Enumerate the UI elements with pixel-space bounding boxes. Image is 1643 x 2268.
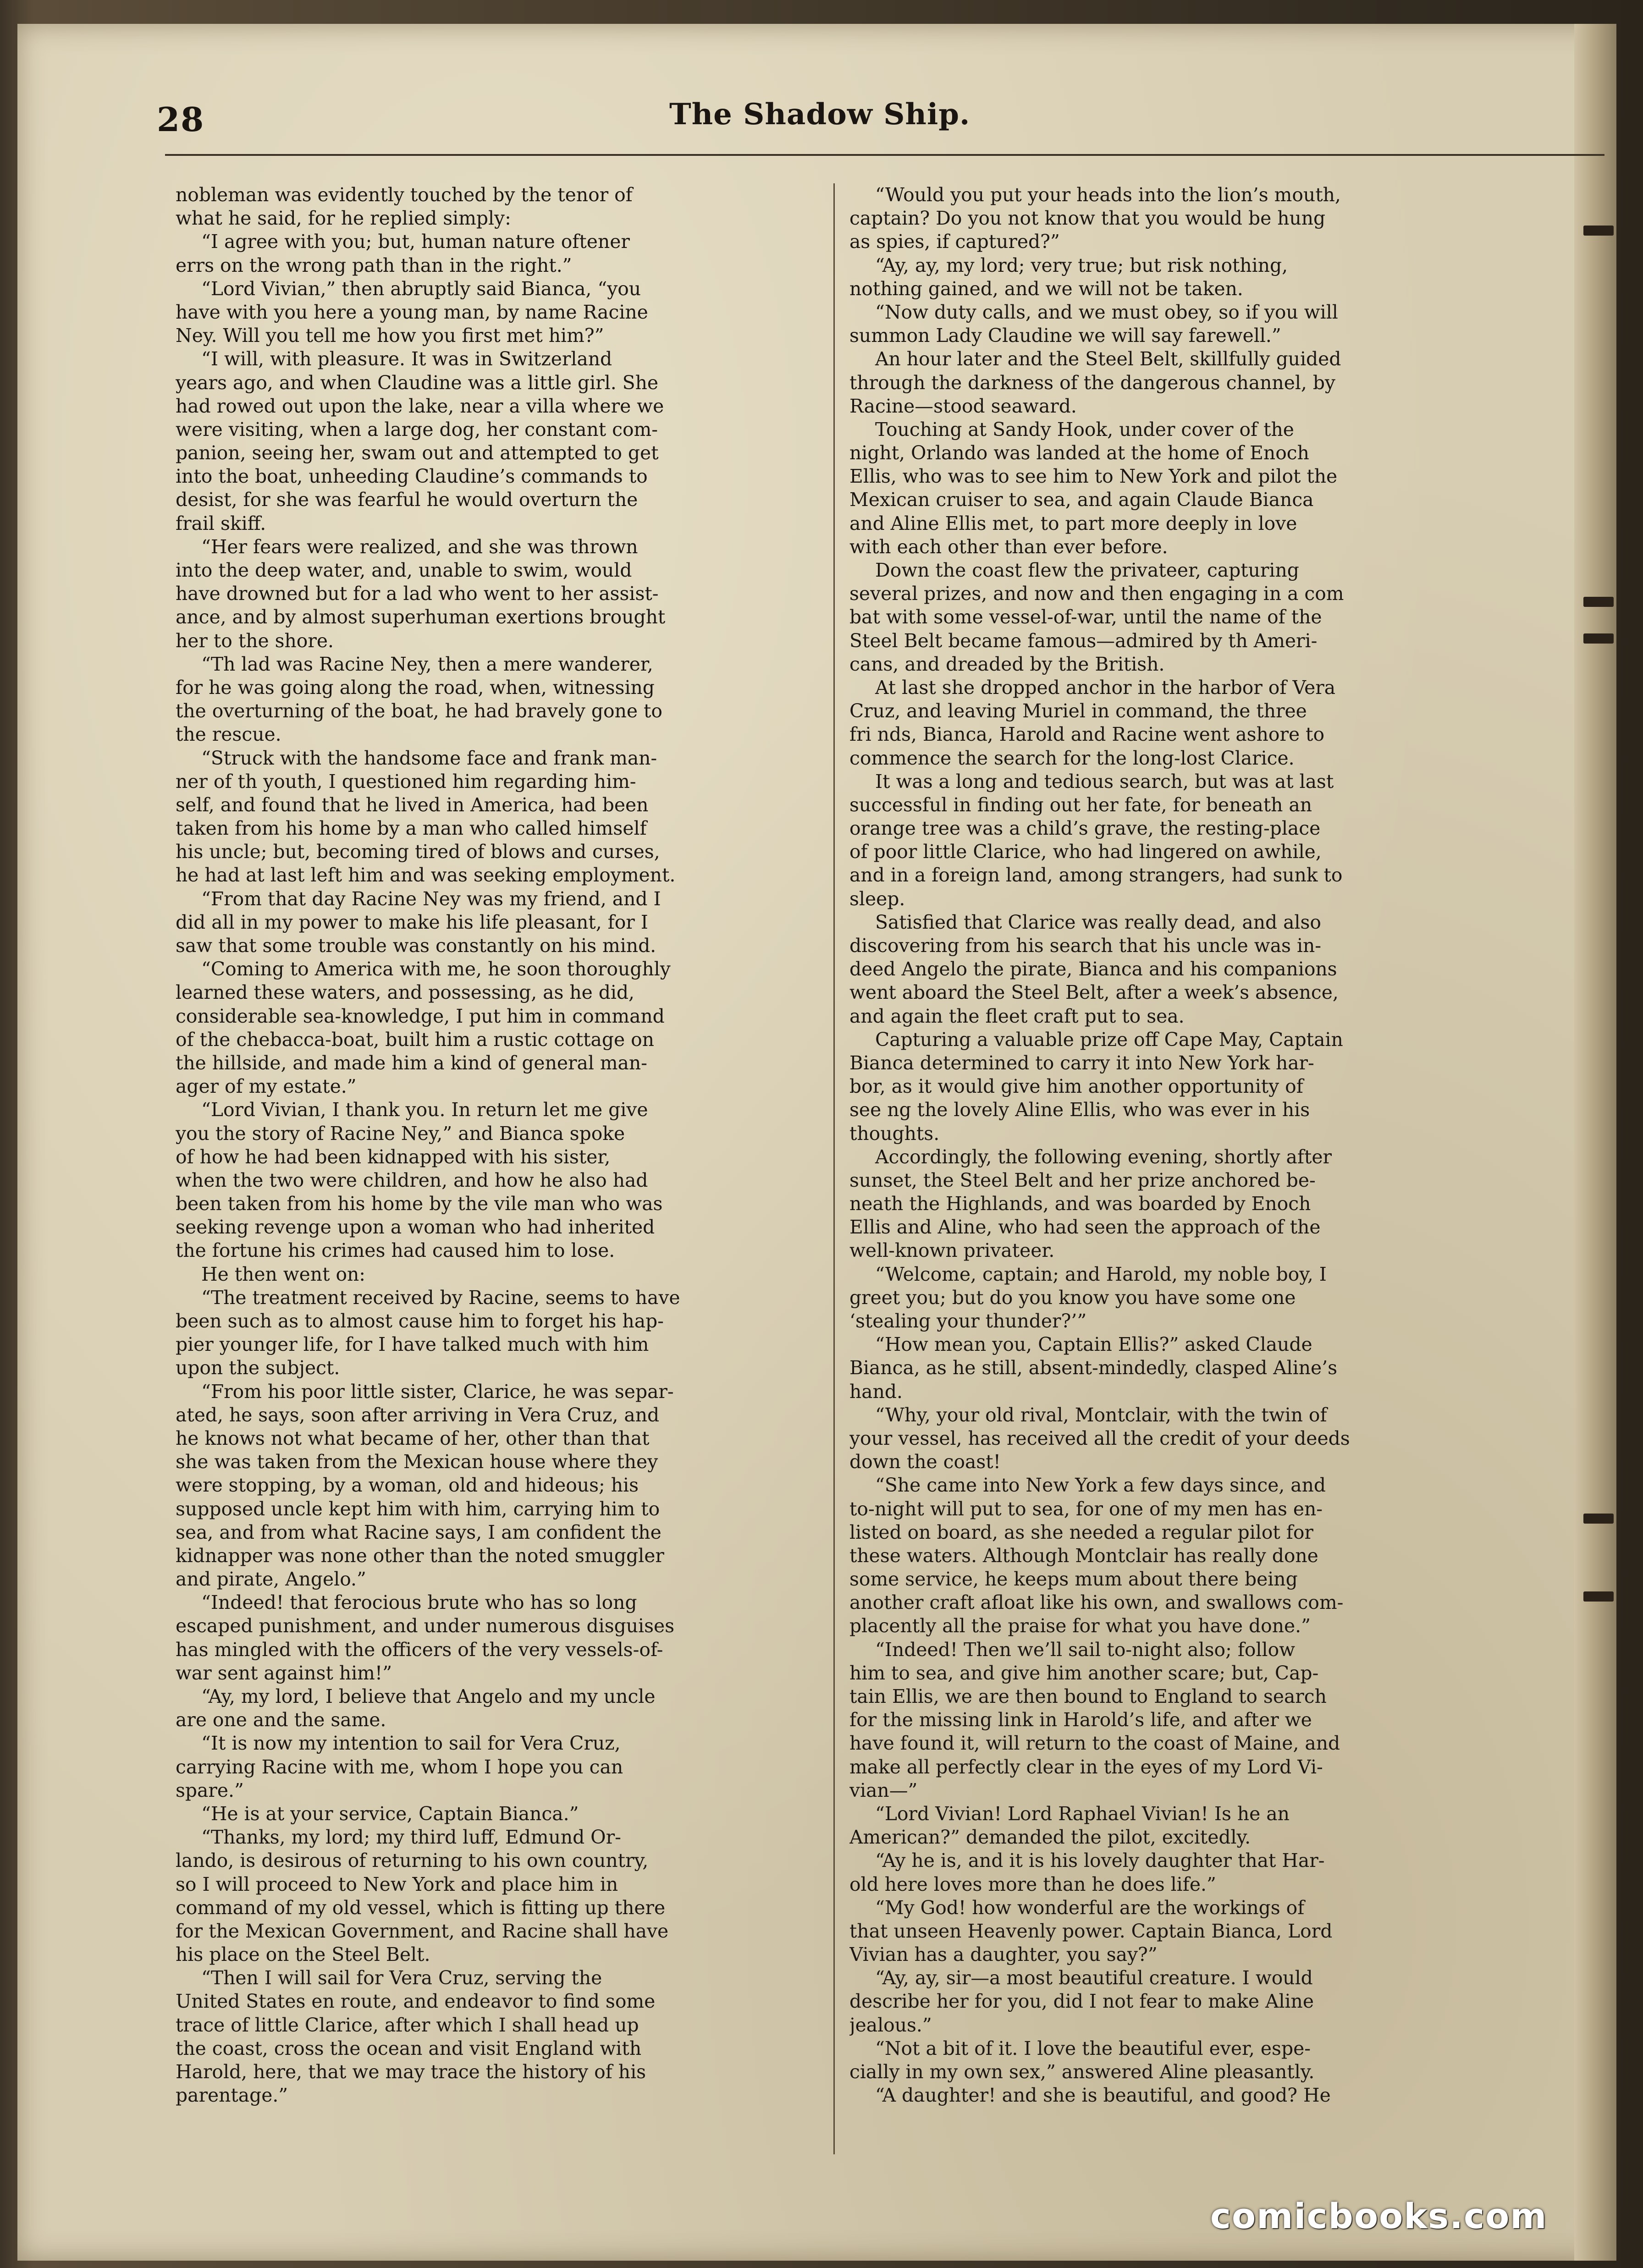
text-line: “From his poor little sister, Clarice, he was separ- [201,1380,674,1403]
text-line: your vessel, has received all the credit of your deeds [849,1427,1350,1449]
text-line: sea, and from what Racine says, I am confident the [176,1521,662,1543]
text-line: “Coming to America with me, he soon thoroughly [201,958,671,980]
text-line: pier younger life, for I have talked much with him [176,1333,649,1356]
text-line: “Ay, ay, my lord; very true; but risk nothing, [875,254,1288,276]
text-line: “Lord Vivian! Lord Raphael Vivian! Is he an [875,1802,1290,1825]
text-line: “Not a bit of it. I love the beautiful ever, espe- [875,2037,1311,2059]
text-line: have with you here a young man, by name Racine [176,301,648,323]
text-line: ated, he says, soon after arriving in Vera Cruz, and [176,1404,660,1426]
text-line: describe her for you, did I not fear to make Aline [849,1990,1314,2013]
text-line: he had at last left him and was seeking employment. [176,864,676,886]
text-line: “Ay, ay, sir—a most beautiful creature. I would [875,1967,1313,1989]
binding-tab [1583,597,1614,607]
text-line: and Aline Ellis met, to part more deeply in love [849,512,1297,534]
text-line: nobleman was evidently touched by the tenor of [176,184,633,206]
text-line: An hour later and the Steel Belt, skillfully guided [875,348,1341,370]
binding-tab [1583,226,1614,236]
text-line: he knows not what became of her, other than that [176,1427,650,1449]
text-line: Ellis and Aline, who had seen the approach of the [849,1216,1321,1239]
text-line: her to the shore. [176,629,334,652]
text-line: what he said, for he replied simply: [176,207,511,230]
text-line: when the two were children, and how he also had [176,1169,648,1191]
text-line: seeking revenge upon a woman who had inherited [176,1216,655,1239]
text-line: “Ay, my lord, I believe that Angelo and my uncle [201,1685,656,1707]
text-line: ance, and by almost superhuman exertions brought [176,606,666,628]
text-line: “I agree with you; but, human nature oftener [201,231,630,253]
text-line: successful in finding out her fate, for beneath an [849,793,1312,816]
text-line: Racine—stood seaward. [849,395,1077,417]
binding-tab [1583,1591,1614,1602]
text-line: as spies, if captured?” [849,231,1060,253]
text-line: of how he had been kidnapped with his sister, [176,1145,611,1168]
text-line: his uncle; but, becoming tired of blows and curses, [176,841,660,863]
text-line: “Welcome, captain; and Harold, my noble boy, I [875,1263,1327,1285]
text-line: years ago, and when Claudine was a little girl. She [176,371,659,394]
text-line: sunset, the Steel Belt and her prize anchored be- [849,1169,1316,1191]
text-line: the fortune his crimes had caused him to lose. [176,1239,615,1262]
text-column-left [176,183,843,2154]
text-line: war sent against him!” [176,1662,392,1684]
text-line: into the deep water, and, unable to swim, would [176,559,632,581]
text-line: summon Lady Claudine we will say farewell.” [849,325,1281,347]
page-number: 28 [157,100,205,139]
text-line: to-night will put to sea, for one of my men has en- [849,1497,1323,1520]
text-line: another craft afloat like his own, and swallows com- [849,1591,1344,1614]
text-line: have found it, will return to the coast of Maine, and [849,1732,1340,1755]
text-line: and pirate, Angelo.” [176,1568,366,1591]
text-line: considerable sea-knowledge, I put him in command [176,1005,665,1027]
text-line: down the coast! [849,1451,1001,1473]
text-line: placently all the praise for what you have done.” [849,1615,1311,1637]
text-line: the coast, cross the ocean and visit England with [176,2037,642,2059]
text-line: discovering from his search that his uncle was in- [849,935,1322,957]
text-line: “Lord Vivian,” then abruptly said Bianca, “you [201,277,641,300]
text-line: “Then I will sail for Vera Cruz, serving the [201,1967,602,1989]
text-line: and in a foreign land, among strangers, had sunk to [849,864,1343,886]
text-line: “Indeed! Then we’ll sail to-night also; follow [875,1638,1296,1661]
text-line: American?” demanded the pilot, excitedly. [849,1826,1251,1849]
text-line: into the boat, unheeding Claudine’s commands to [176,465,648,488]
text-line: deed Angelo the pirate, Bianca and his companions [849,958,1337,980]
text-line: you the story of Racine Ney,” and Bianca spoke [176,1122,625,1145]
text-line: Harold, here, that we may trace the history of his [176,2061,646,2083]
text-line: desist, for she was fearful he would overturn the [176,489,638,511]
text-line: through the darkness of the dangerous channel, by [849,371,1335,394]
text-line: has mingled with the officers of the very vessels-of- [176,1638,663,1661]
text-line: spare.” [176,1779,244,1801]
column-divider [833,183,835,2154]
text-line: learned these waters, and possessing, as he did, [176,981,635,1004]
text-line: these waters. Although Montclair has really done [849,1544,1318,1567]
text-line: bat with some vessel-of-war, until the name of the [849,606,1322,628]
text-line: ner of th youth, I questioned him regarding him- [176,770,636,793]
header-rule [165,154,1604,156]
page-edge-tabs [1574,24,1616,2261]
text-line: “Lord Vivian, I thank you. In return let me give [201,1099,648,1121]
text-line: kidnapper was none other than the noted smuggler [176,1544,664,1567]
text-line: thoughts. [849,1122,940,1145]
text-line: see ng the lovely Aline Ellis, who was ever in his [849,1099,1310,1121]
text-line: Bianca determined to carry it into New York har- [849,1051,1314,1074]
text-line: cans, and dreaded by the British. [849,653,1165,675]
text-line: Touching at Sandy Hook, under cover of the [875,418,1294,440]
text-line: parentage.” [176,2084,288,2107]
text-line: orange tree was a child’s grave, the resting-place [849,817,1321,840]
running-head-title: The Shadow Ship. [669,97,970,132]
text-column-right [849,183,1516,2154]
text-line: command of my old vessel, which is fitting up there [176,1896,666,1919]
text-line: nothing gained, and we will not be taken. [849,277,1243,300]
text-line: errs on the wrong path than in the right.” [176,254,572,276]
text-line: did all in my power to make his life pleasant, for I [176,911,648,933]
text-line: self, and found that he lived in America, had been [176,793,649,816]
text-line: “From that day Racine Ney was my friend, and I [201,887,661,910]
text-line: been taken from his home by the vile man who was [176,1193,663,1215]
text-line: sleep. [849,887,905,910]
text-line: captain? Do you not know that you would be hung [849,207,1326,230]
text-line: Bianca, as he still, absent-mindedly, clasped Aline’s [849,1357,1338,1379]
text-line: “It is now my intention to sail for Vera Cruz, [201,1732,621,1755]
text-line: “I will, with pleasure. It was in Switzerland [201,348,612,370]
text-line: commence the search for the long-lost Clarice. [849,747,1295,769]
text-line: “Would you put your heads into the lion’s mouth, [875,184,1341,206]
text-line: hand. [849,1380,903,1403]
text-line: fri nds, Bianca, Harold and Racine went ashore to [849,723,1325,746]
text-line: “He is at your service, Captain Bianca.” [201,1802,579,1825]
text-line: the overturning of the boat, he had bravely gone to [176,700,662,722]
text-line: “The treatment received by Racine, seems to have [201,1286,680,1309]
text-line: taken from his home by a man who called himself [176,817,647,840]
text-line: the rescue. [176,723,281,746]
text-line: supposed uncle kept him with him, carrying him to [176,1497,660,1520]
text-line: Down the coast flew the privateer, capturing [875,559,1299,581]
text-line: jealous.” [849,2014,932,2036]
text-line: frail skiff. [176,512,266,534]
text-line: trace of little Clarice, after which I shall head up [176,2014,639,2036]
text-line: the hillside, and made him a kind of general man- [176,1051,647,1074]
text-line: Satisfied that Clarice was really dead, and also [875,911,1321,933]
text-line: Vivian has a daughter, you say?” [849,1943,1158,1966]
text-line: of poor little Clarice, who had lingered on awhile, [849,841,1322,863]
text-line: have drowned but for a lad who went to her assist- [176,583,659,605]
text-line: him to sea, and give him another scare; but, Cap- [849,1662,1319,1684]
text-line: and again the fleet craft put to sea. [849,1005,1185,1027]
text-line: vian—” [849,1779,918,1801]
text-line: for the Mexican Government, and Racine shall have [176,1920,669,1942]
text-line: Ney. Will you tell me how you first met him?” [176,325,604,347]
text-line: “How mean you, Captain Ellis?” asked Claude [875,1333,1312,1356]
text-line: went aboard the Steel Belt, after a week’s absence, [849,981,1339,1004]
text-line: “She came into New York a few days since, and [875,1474,1326,1497]
text-line: Accordingly, the following evening, shortly after [875,1145,1332,1168]
binding-tab [1583,633,1614,644]
text-line: were stopping, by a woman, old and hideous; his [176,1474,639,1497]
text-line: United States en route, and endeavor to find some [176,1990,656,2013]
text-line: cially in my own sex,” answered Aline pleasantly. [849,2061,1315,2083]
text-line: so I will proceed to New York and place him in [176,1873,618,1895]
text-line: “Thanks, my lord; my third luff, Edmund Or- [201,1826,621,1849]
text-line: “Struck with the handsome face and frank man- [201,747,657,769]
text-line: tain Ellis, we are then bound to England to search [849,1685,1327,1707]
text-line: ‘stealing your thunder?’” [849,1310,1087,1332]
text-line: night, Orlando was landed at the home of Enoch [849,442,1309,464]
text-line: greet you; but do you know you have some one [849,1286,1296,1309]
text-line: “My God! how wonderful are the workings of [875,1896,1305,1919]
watermark-logo: comicbooks.com [1210,2196,1548,2236]
text-line: were visiting, when a large dog, her constant com- [176,418,658,440]
text-line: that unseen Heavenly power. Captain Bianca, Lord [849,1920,1333,1942]
text-line: “A daughter! and she is beautiful, and good? He [875,2084,1331,2107]
text-line: He then went on: [201,1263,366,1285]
text-line: “Now duty calls, and we must obey, so if you will [875,301,1338,323]
text-line: upon the subject. [176,1357,340,1379]
text-line: “Th lad was Racine Ney, then a mere wanderer, [201,653,653,675]
text-line: some service, he keeps mum about there being [849,1568,1298,1591]
text-line: “Ay he is, and it is his lovely daughter that Har- [875,1850,1325,1872]
text-line: make all perfectly clear in the eyes of my Lord Vi- [849,1756,1323,1778]
text-line: his place on the Steel Belt. [176,1943,430,1966]
text-line: bor, as it would give him another opportunity of [849,1075,1303,1098]
text-line: panion, seeing her, swam out and attempted to get [176,442,659,464]
text-line: been such as to almost cause him to forget his hap- [176,1310,664,1332]
text-line: “Her fears were realized, and she was thrown [201,535,638,558]
text-line: she was taken from the Mexican house where they [176,1451,658,1473]
text-line: ager of my estate.” [176,1075,357,1098]
text-line: “Indeed! that ferocious brute who has so long [201,1591,637,1614]
text-line: are one and the same. [176,1709,386,1731]
text-line: Ellis, who was to see him to New York and pilot the [849,465,1338,488]
text-line: escaped punishment, and under numerous disguises [176,1615,675,1637]
text-line: old here loves more than he does life.” [849,1873,1216,1895]
text-line: had rowed out upon the lake, near a villa where we [176,395,664,417]
binding-tab [1583,1514,1614,1524]
text-line: listed on board, as she needed a regular pilot for [849,1521,1313,1543]
text-line: carrying Racine with me, whom I hope you can [176,1756,623,1778]
text-line: of the chebacca-boat, built him a rustic cottage on [176,1028,654,1051]
text-line: Mexican cruiser to sea, and again Claude Bianca [849,489,1314,511]
text-line: several prizes, and now and then engaging in a com [849,583,1344,605]
text-line: Cruz, and leaving Muriel in command, the three [849,700,1307,722]
text-line: saw that some trouble was constantly on his mind. [176,935,656,957]
text-line: Steel Belt became famous—admired by th Ameri- [849,629,1318,652]
text-line: for the missing link in Harold’s life, and after we [849,1709,1312,1731]
text-line: lando, is desirous of returning to his own country, [176,1850,649,1872]
text-line: with each other than ever before. [849,535,1168,558]
text-line: neath the Highlands, and was boarded by Enoch [849,1193,1311,1215]
text-line: It was a long and tedious search, but was at last [875,770,1334,793]
text-line: Capturing a valuable prize off Cape May, Captain [875,1028,1343,1051]
text-line: well-known privateer. [849,1239,1055,1262]
text-line: At last she dropped anchor in the harbor of Vera [875,676,1336,699]
text-line: for he was going along the road, when, witnessing [176,676,655,699]
text-line: “Why, your old rival, Montclair, with the twin of [875,1404,1327,1426]
